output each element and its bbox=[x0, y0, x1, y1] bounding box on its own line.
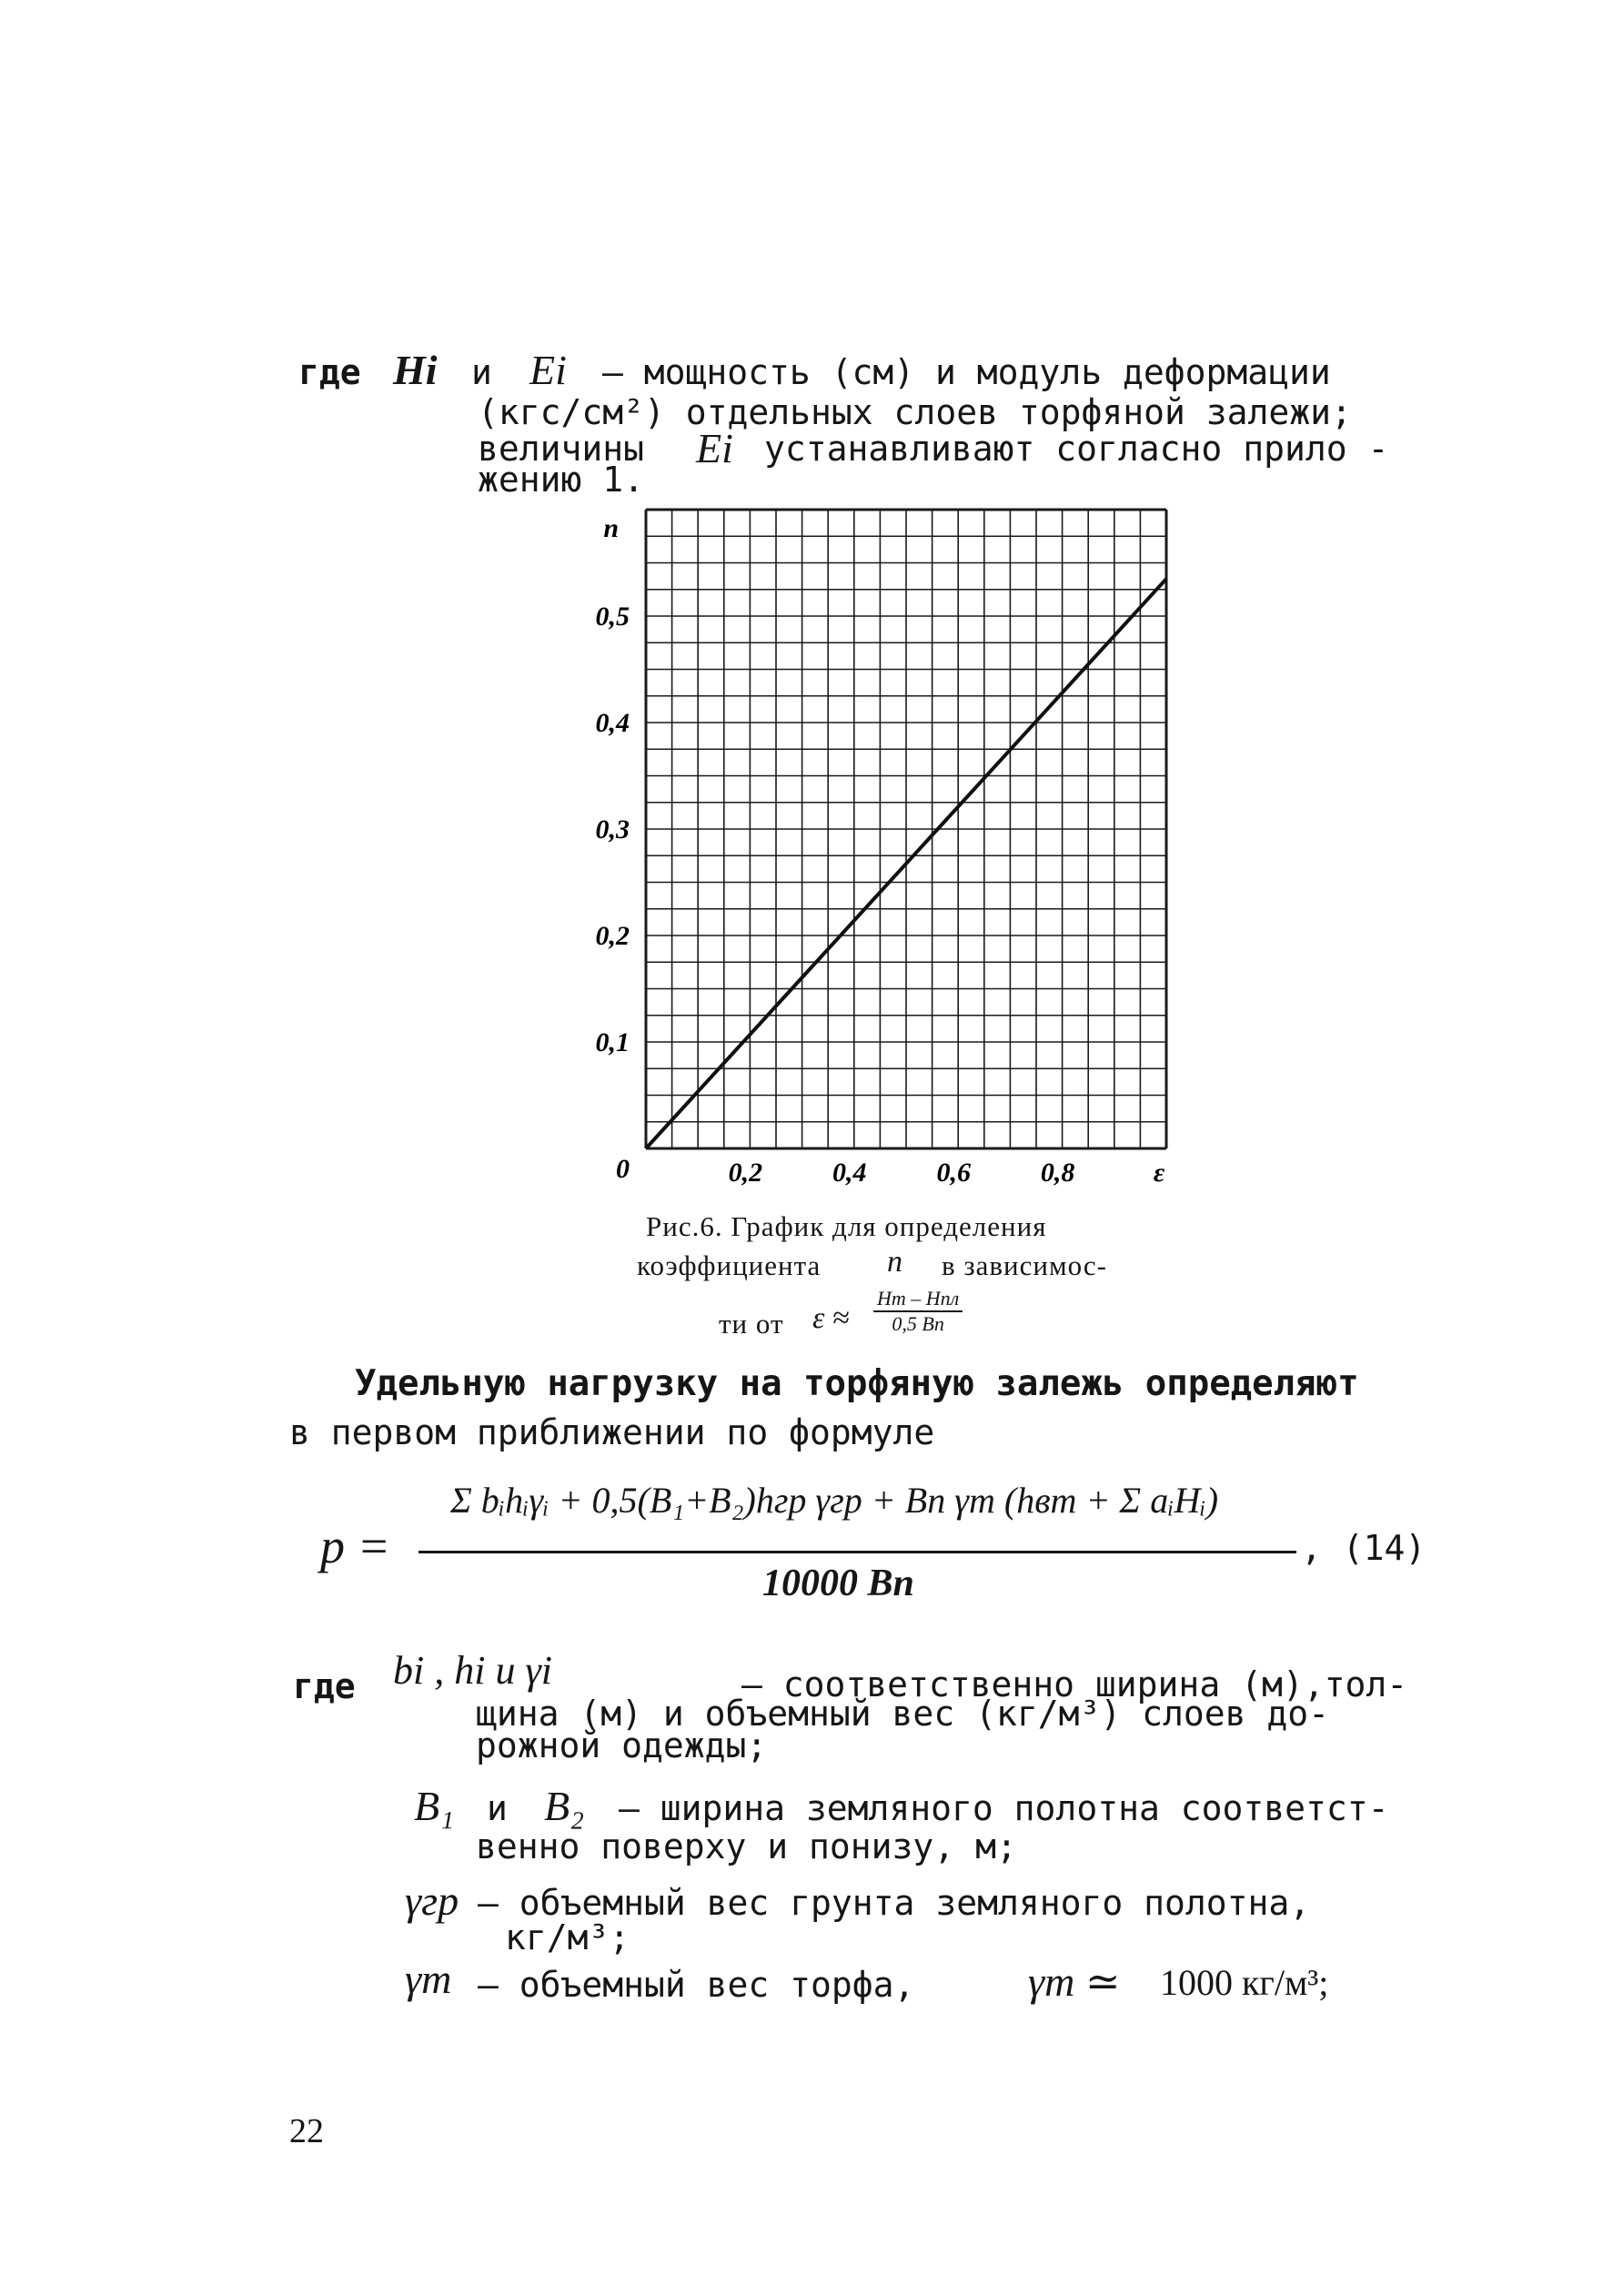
y-tick-label: 0,3 bbox=[595, 814, 630, 845]
caption-line3-pre: ти от bbox=[719, 1308, 784, 1340]
symbol-ei-2: Ei bbox=[696, 425, 733, 471]
formula-denominator: 10000 Bп bbox=[762, 1563, 914, 1604]
x-tick-label: 0,2 bbox=[728, 1158, 763, 1188]
defs-d1-line1: – соответственно ширина (м),тол- bbox=[741, 1664, 1408, 1704]
formula-lhs: p = bbox=[320, 1519, 390, 1573]
para2-line1: Удельную нагрузку на торфяную залежь определяют bbox=[355, 1363, 1359, 1404]
para1-line3-post: устанавливают согласно прило - bbox=[764, 429, 1389, 469]
x-tick-label: 0,4 bbox=[832, 1158, 867, 1188]
para1-line3-pre: величины bbox=[478, 429, 645, 469]
para2-line2: в первом приближении по формуле bbox=[289, 1412, 935, 1452]
defs-d2-symbol-b2: B₂ bbox=[544, 1783, 585, 1829]
defs-d1-line2: щина (м) и объемный вес (кг/м³) слоев до- bbox=[476, 1694, 1329, 1734]
x-axis-label: ε bbox=[1153, 1158, 1165, 1188]
para1-line2: (кгс/см²) отдельных слоев торфяной залежи; bbox=[478, 392, 1352, 432]
caption-fraction bbox=[873, 1287, 963, 1336]
page-number: 22 bbox=[289, 2112, 324, 2150]
caption-symbol-n: n bbox=[887, 1245, 902, 1279]
y-axis-label: n bbox=[603, 513, 619, 543]
defs-d2-line2: венно поверху и понизу, м; bbox=[476, 1826, 1017, 1866]
caption-line2-post: в зависимос- bbox=[942, 1249, 1107, 1281]
y-tick-label: 0,1 bbox=[595, 1027, 630, 1057]
defs-d3-line2: кг/м³; bbox=[505, 1917, 630, 1957]
y-tick-label: 0,5 bbox=[595, 602, 630, 632]
origin-label: 0 bbox=[616, 1154, 630, 1184]
formula-fraction-bar bbox=[418, 1551, 1296, 1553]
defs-d4-tail: 1000 кг/м³; bbox=[1160, 1962, 1329, 2003]
x-tick-label: 0,8 bbox=[1040, 1158, 1075, 1188]
defs-d2-and: и bbox=[487, 1788, 508, 1828]
defs-d2-line1: – ширина земляного полотна соответст- bbox=[619, 1788, 1389, 1828]
defs-d4-line1: – объемный вес торфа, bbox=[478, 1965, 915, 2005]
y-tick-label: 0,2 bbox=[595, 921, 630, 951]
defs-d3-symbol: γгр bbox=[405, 1877, 459, 1924]
caption-symbol-eps: ε ≈ bbox=[812, 1301, 850, 1335]
caption-frac-num: Hт – Hпл bbox=[877, 1287, 960, 1310]
chart bbox=[564, 491, 1183, 1192]
para1-and: и bbox=[471, 352, 492, 392]
formula-number: , (14) bbox=[1301, 1528, 1427, 1568]
caption-line2-pre: коэффициента bbox=[637, 1249, 822, 1281]
caption-line1: Рис.6. График для определения bbox=[646, 1210, 1047, 1242]
defs-d4-symbol: γт bbox=[405, 1956, 452, 2002]
para1-lead: где bbox=[298, 352, 361, 392]
para1-line4: жению 1. bbox=[478, 460, 645, 500]
defs-d4-symbol-2: γт ≃ bbox=[1028, 1958, 1121, 2005]
defs-d1-symbols: bi , hi и γi bbox=[393, 1648, 553, 1693]
defs-d3-line1: – объемный вес грунта земляного полотна, bbox=[478, 1883, 1311, 1923]
x-tick-label: 0,6 bbox=[936, 1158, 971, 1188]
formula-numerator: Σ bᵢhᵢγᵢ + 0,5(B₁+B₂)hгр γгр + Bп γт (hвт + Σ aᵢHᵢ) bbox=[450, 1480, 1219, 1521]
para1-line1: – мощность (см) и модуль деформации bbox=[602, 352, 1331, 392]
symbol-ei: Ei bbox=[529, 347, 567, 393]
caption-frac-den: 0,5 Bп bbox=[873, 1310, 963, 1336]
y-tick-label: 0,4 bbox=[595, 708, 630, 738]
defs-d2-symbol-b1: B₁ bbox=[414, 1783, 455, 1829]
defs-lead: где bbox=[293, 1666, 356, 1706]
defs-d1-line3: рожной одежды; bbox=[476, 1725, 768, 1765]
symbol-hi: Hi bbox=[393, 347, 438, 393]
